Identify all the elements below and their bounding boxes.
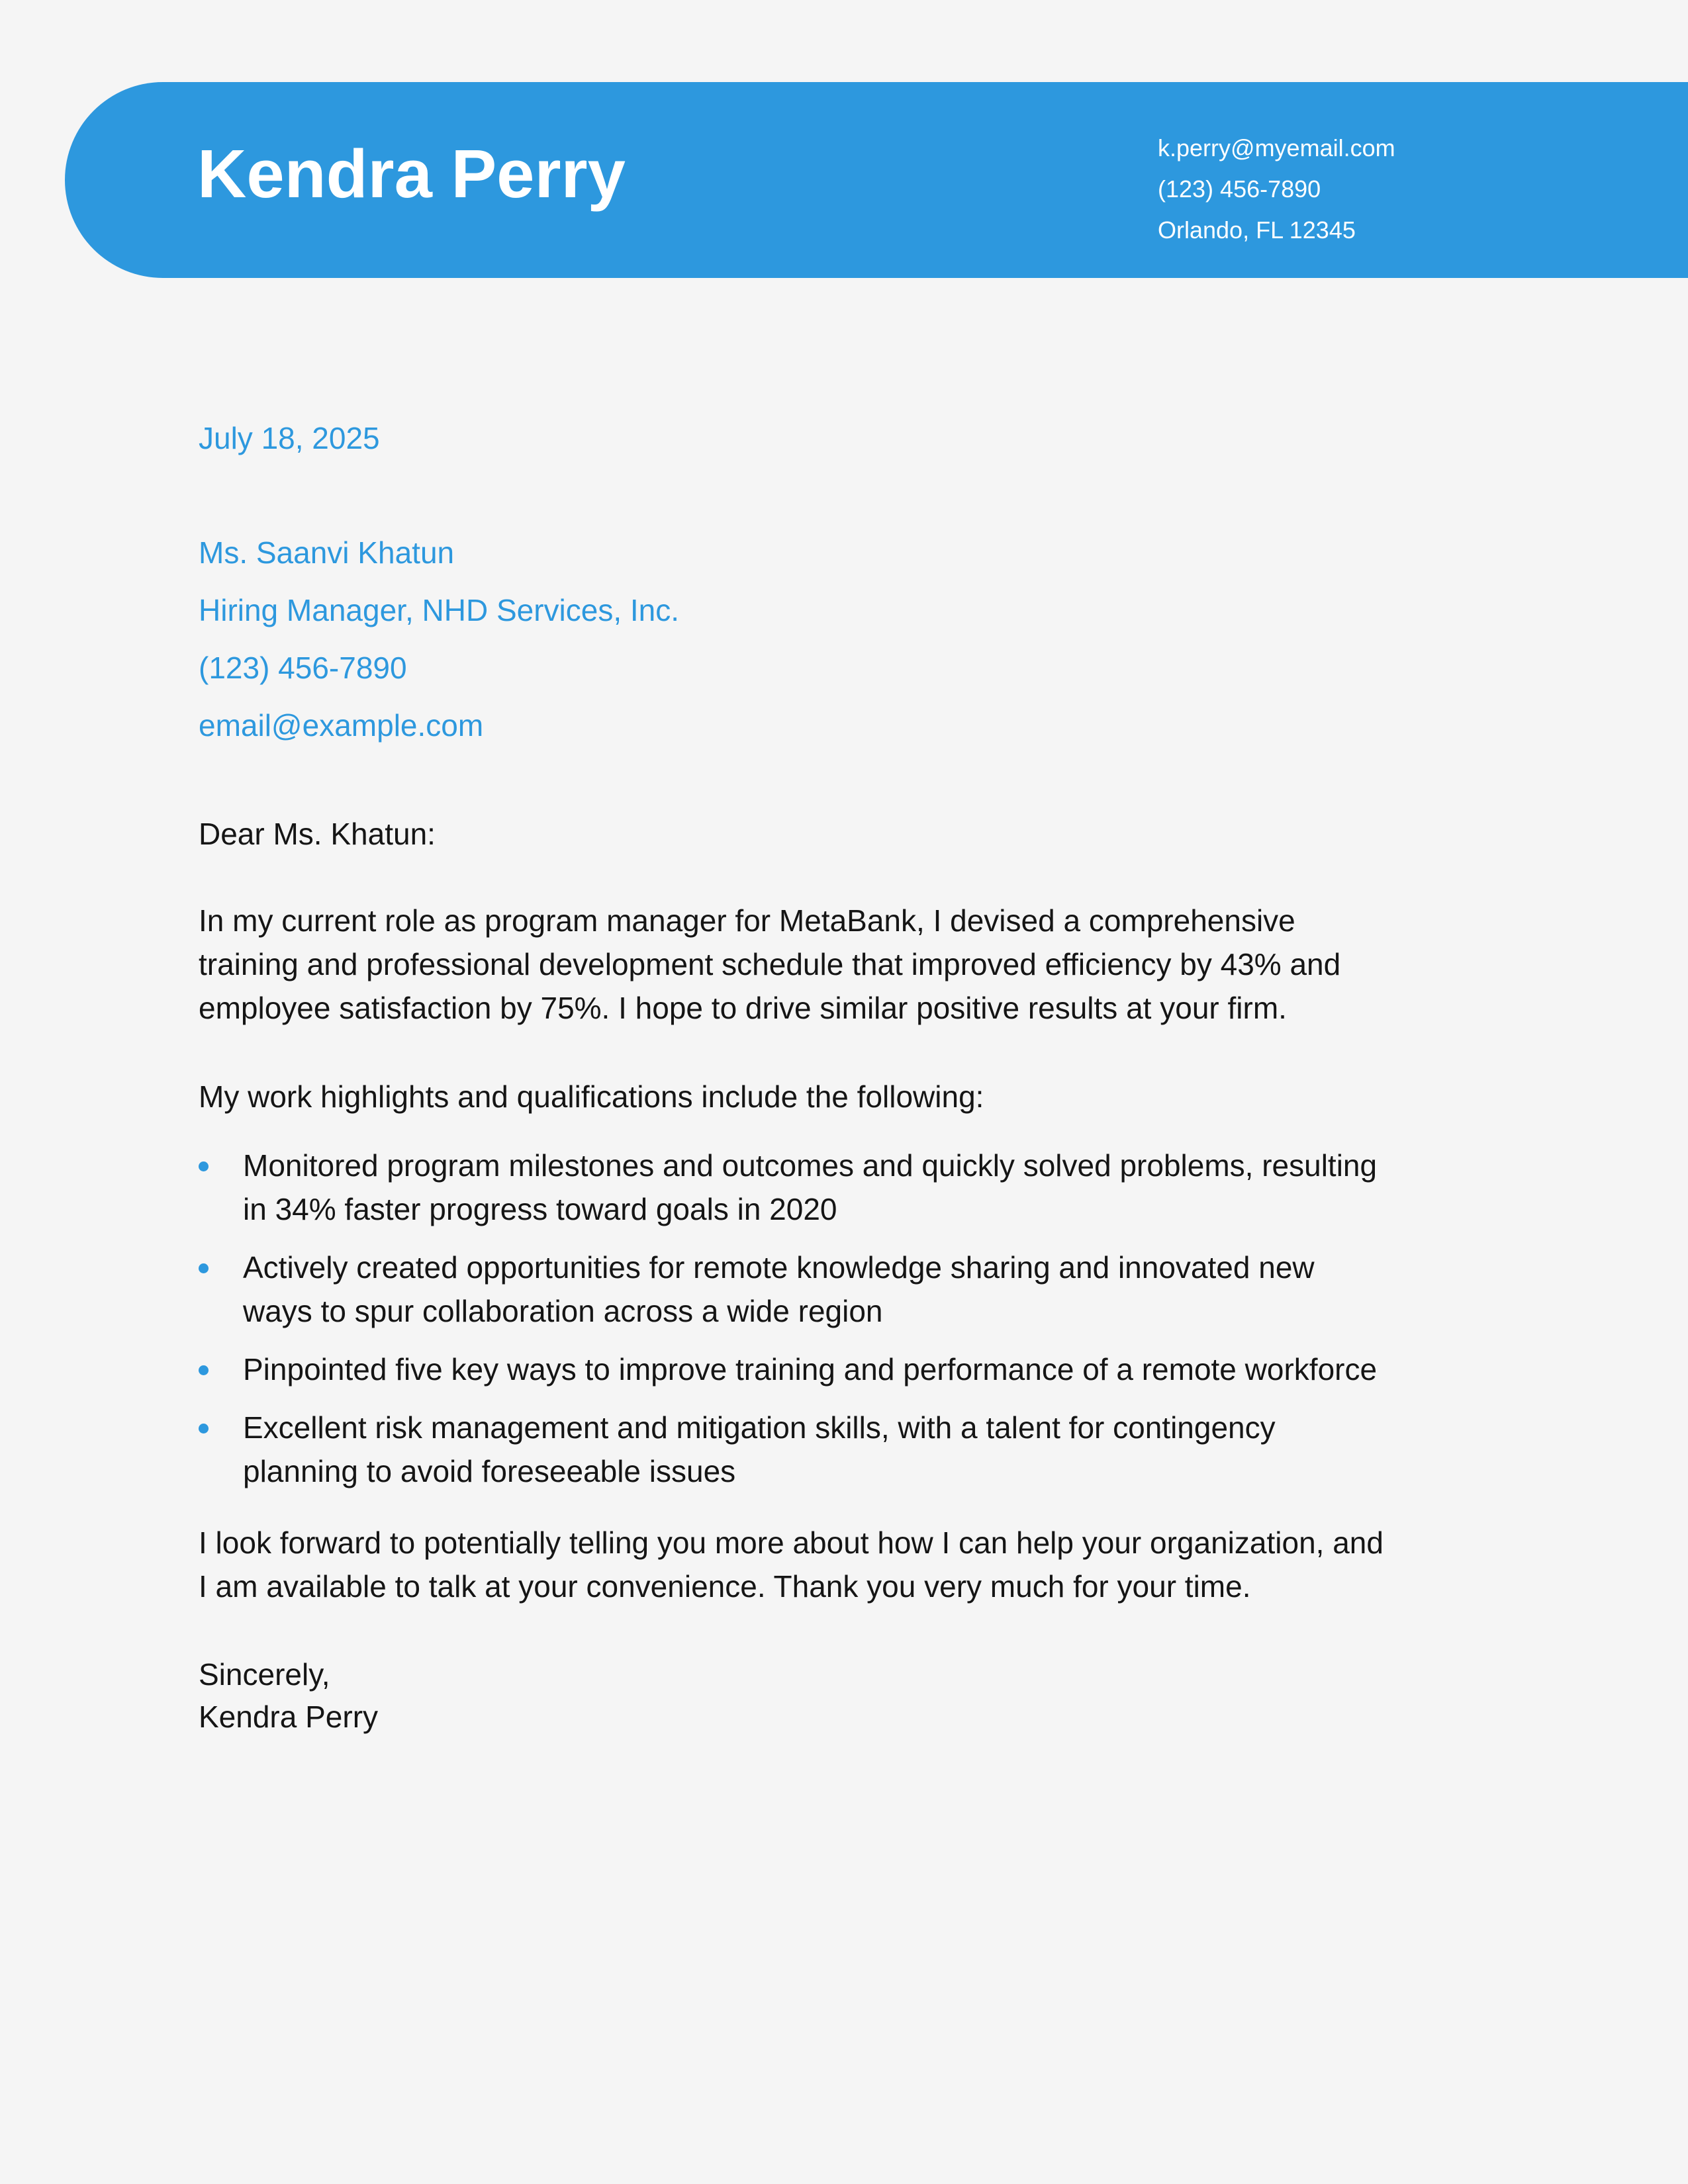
paragraph-line: I am available to talk at your convenience. Thank you very much for your time. — [199, 1569, 1251, 1604]
applicant-name: Kendra Perry — [197, 136, 626, 212]
list-item-line: Excellent risk management and mitigation skills, with a talent for contingency — [243, 1410, 1276, 1445]
list-item — [199, 1246, 1377, 1333]
applicant-phone: (123) 456-7890 — [1158, 175, 1321, 203]
recipient-block — [199, 524, 679, 754]
recipient-email: email@example.com — [199, 708, 484, 743]
recipient-phone: (123) 456-7890 — [199, 651, 407, 685]
applicant-email: k.perry@myemail.com — [1158, 134, 1395, 161]
highlights-list — [199, 1144, 1377, 1508]
list-item-line: Pinpointed five key ways to improve training and performance of a remote workforce — [243, 1352, 1378, 1387]
bullet-dot-icon — [199, 1263, 209, 1273]
paragraph-closing — [199, 1521, 1383, 1608]
bullet-dot-icon — [199, 1365, 209, 1375]
list-item-line: ways to spur collaboration across a wide region — [243, 1294, 883, 1328]
paragraph-line: employee satisfaction by 75%. I hope to drive similar positive results at your firm. — [199, 991, 1287, 1025]
list-item-line: Monitored program milestones and outcomes and quickly solved problems, resulting — [243, 1148, 1378, 1183]
bullet-dot-icon — [199, 1424, 209, 1433]
applicant-location: Orlando, FL 12345 — [1158, 216, 1356, 244]
paragraph-line: In my current role as program manager for MetaBank, I devised a comprehensive — [199, 903, 1295, 938]
paragraph-highlights-intro: My work highlights and qualifications include the following: — [199, 1079, 984, 1114]
paragraph-line: I look forward to potentially telling you more about how I can help your organization, and — [199, 1525, 1383, 1560]
closing: Sincerely, — [199, 1657, 330, 1692]
salutation: Dear Ms. Khatun: — [199, 817, 436, 851]
list-item — [199, 1347, 1377, 1391]
applicant-contact — [1158, 128, 1395, 251]
list-item-line: planning to avoid foreseeable issues — [243, 1454, 736, 1488]
signature-name: Kendra Perry — [199, 1700, 379, 1734]
list-item-line: in 34% faster progress toward goals in 2020 — [243, 1192, 837, 1226]
bullet-dot-icon — [199, 1161, 209, 1171]
list-item — [199, 1144, 1377, 1231]
letter-date: July 18, 2025 — [199, 421, 380, 455]
header-band — [65, 82, 1688, 278]
paragraph-line: training and professional development schedule that improved efficiency by 43% and — [199, 947, 1341, 981]
list-item-line: Actively created opportunities for remote knowledge sharing and innovated new — [243, 1250, 1315, 1285]
recipient-name: Ms. Saanvi Khatun — [199, 535, 455, 570]
recipient-title: Hiring Manager, NHD Services, Inc. — [199, 593, 680, 627]
list-item — [199, 1406, 1377, 1493]
paragraph-intro — [199, 899, 1340, 1030]
